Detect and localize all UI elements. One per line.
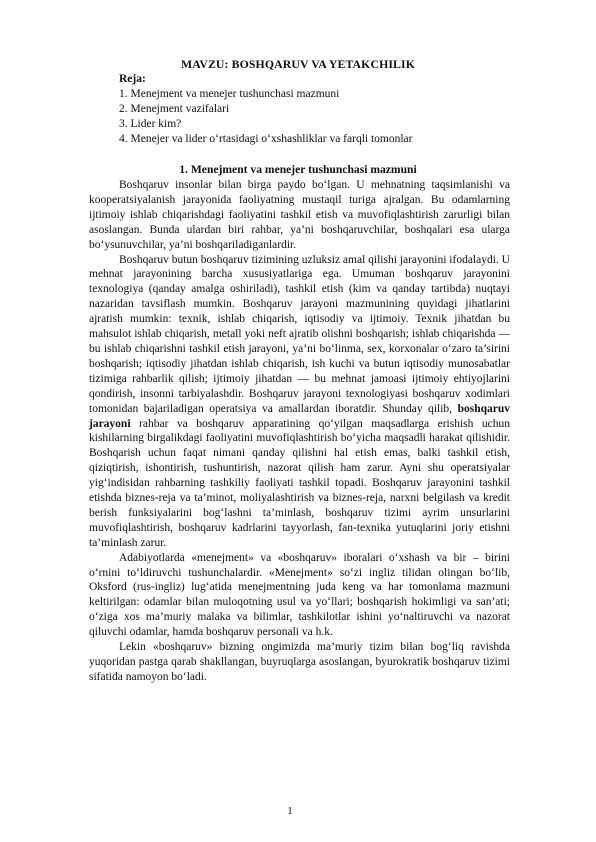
section-heading: 1. Menejment va menejer tushunchasi mazmuni	[179, 163, 417, 176]
paragraph: Adabiyotlarda «menejment» va «boshqaruv» iboralari o‘xshash va bir – birini o‘rnini to‘ldiruvchi tushunchalardir. «Menejment» so‘zi ingliz tilidan olingan bo‘lib, Oksford (rus-ingliz) lug‘atida menejmentning juda keng va har tomonlama mazmuni keltirilgan: odamlar bilan muloqotning usul va yo‘llari; boshqarish hokimligi va san’ati; o‘ziga xos ma’muriy malaka va bilimlar, tashkilotlar ishini yo‘naltiruvchi va nazorat qiluvchi odamlar, hamda boshqaruv personali va h.k.	[89, 551, 510, 639]
plan-item: 2. Menejment vazifalari	[119, 102, 230, 115]
bold-term: boshqaruv jarayoni	[89, 402, 510, 430]
body-text	[89, 178, 510, 685]
plan-item: 3. Lider kim?	[119, 117, 182, 130]
paragraph: Boshqaruv insonlar bilan birga paydo bo‘lgan. U mehnatning taqsimlanishi va kooperatsiyalanish jarayonida faoliyatning mustaqil turiga ajralgan. Bu odamlarning ijtimoiy ishlab chiqarishdagi faoliyatini tashkil etish va muvofiqlashtirish zarurligi bilan asoslangan. Bunda ulardan biri rahbar, ya’ni boshqaruvchilar, boshqalari esa ularga bo‘ysunuvchilar, ya’ni boshqariladiganlardir.	[89, 179, 510, 251]
paragraph-text: rahbar va boshqaruv apparatining qo‘yilgan maqsadlarga erishish uchun kishilarning birgalikdagi faoliyatini muvofiqlashtirish bo‘yicha maqsadli harakat qilishidir. Boshqarish uchun faqat nimani qanday qilishni hal etish emas, balki tashkil etish, qiziqtirish, ishontirish, tushuntirish, nazorat qilish ham zarur. Ayni shu operatsiyalar yig‘indisidan rahbarning tashkiliy faoliyati tashkil topadi. Boshqaruv jarayonini tashkil etishda biznes-reja va ta’minot, moliyalashtirish va biznes-reja, narxni belgilash va kredit berish funksiyalarini bog‘lashni ta’minlash, boshqaruv tizimi ayrim unsurlarini muvofiqlashtirish, boshqaruv kadrlarini tayyorlash, fan-texnika yutuqlarini joriy etishni ta’minlash zarur.	[89, 417, 510, 549]
paragraph-text: Boshqaruv butun boshqaruv tizimining uzluksiz amal qilishi jarayonini ifodalaydi. U mehnat jarayonining barcha xususiyatlariga ega. Umuman boshqaruv jarayonini texnologiya (qanday amalga oshiriladi), tashkil etish (kim va qanday tartibda) nuqtayi nazaridan tavsiflash mumkin. Boshqaruv jarayoni mazmunining quyidagi jihatlarini ajratish mumkin: texnik, ishlab chiqarish, iqtisodiy va ijtimoiy. Texnik jihatdan bu mahsulot ishlab chiqarish, metall yoki neft ajratib olishni boshqarish; ishlab chiqarishda — bu ishlab chiqarishni tashkil etish jarayoni, ya’ni bo‘linma, sex, korxonalar o‘zaro ta’sirini boshqarish; iqtisodiy jihatdan ishlab chiqarish, ish kuchi va butun iqtisodiy munosabatlar tizimiga rahbarlik qilish; ijtimoiy jihatdan — bu mehnat jamoasi ijtimoiy ehtiyojlarini qondirish, insonni tarbiyalashdir. Boshqaruv jarayoni texnologiyasi boshqaruv xodimlari tomonidan bajariladigan operatsiya va amallardan iboratdir. Shunday qilib,	[89, 253, 510, 415]
plan-item: 1. Menejment va menejer tushunchasi mazmuni	[119, 87, 340, 100]
paragraph: Lekin «boshqaruv» bizning ongimizda ma’muriy tizim bilan bog‘liq ravishda yuqoridan pastga qarab shakllangan, buyruqlarga asoslangan, byurokratik boshqaruv tizimi sifatida namoyon bo‘ladi.	[89, 641, 510, 683]
document-title: MAVZU: BOSHQARUV VA YETAKCHILIK	[181, 57, 415, 71]
plan-item: 4. Menejer va lider o‘rtasidagi o‘xshashliklar va farqli tomonlar	[119, 132, 413, 145]
plan-block	[119, 72, 539, 147]
plan-heading: Reja:	[119, 73, 146, 85]
paragraph	[89, 253, 510, 551]
page-number: 1	[287, 805, 293, 817]
